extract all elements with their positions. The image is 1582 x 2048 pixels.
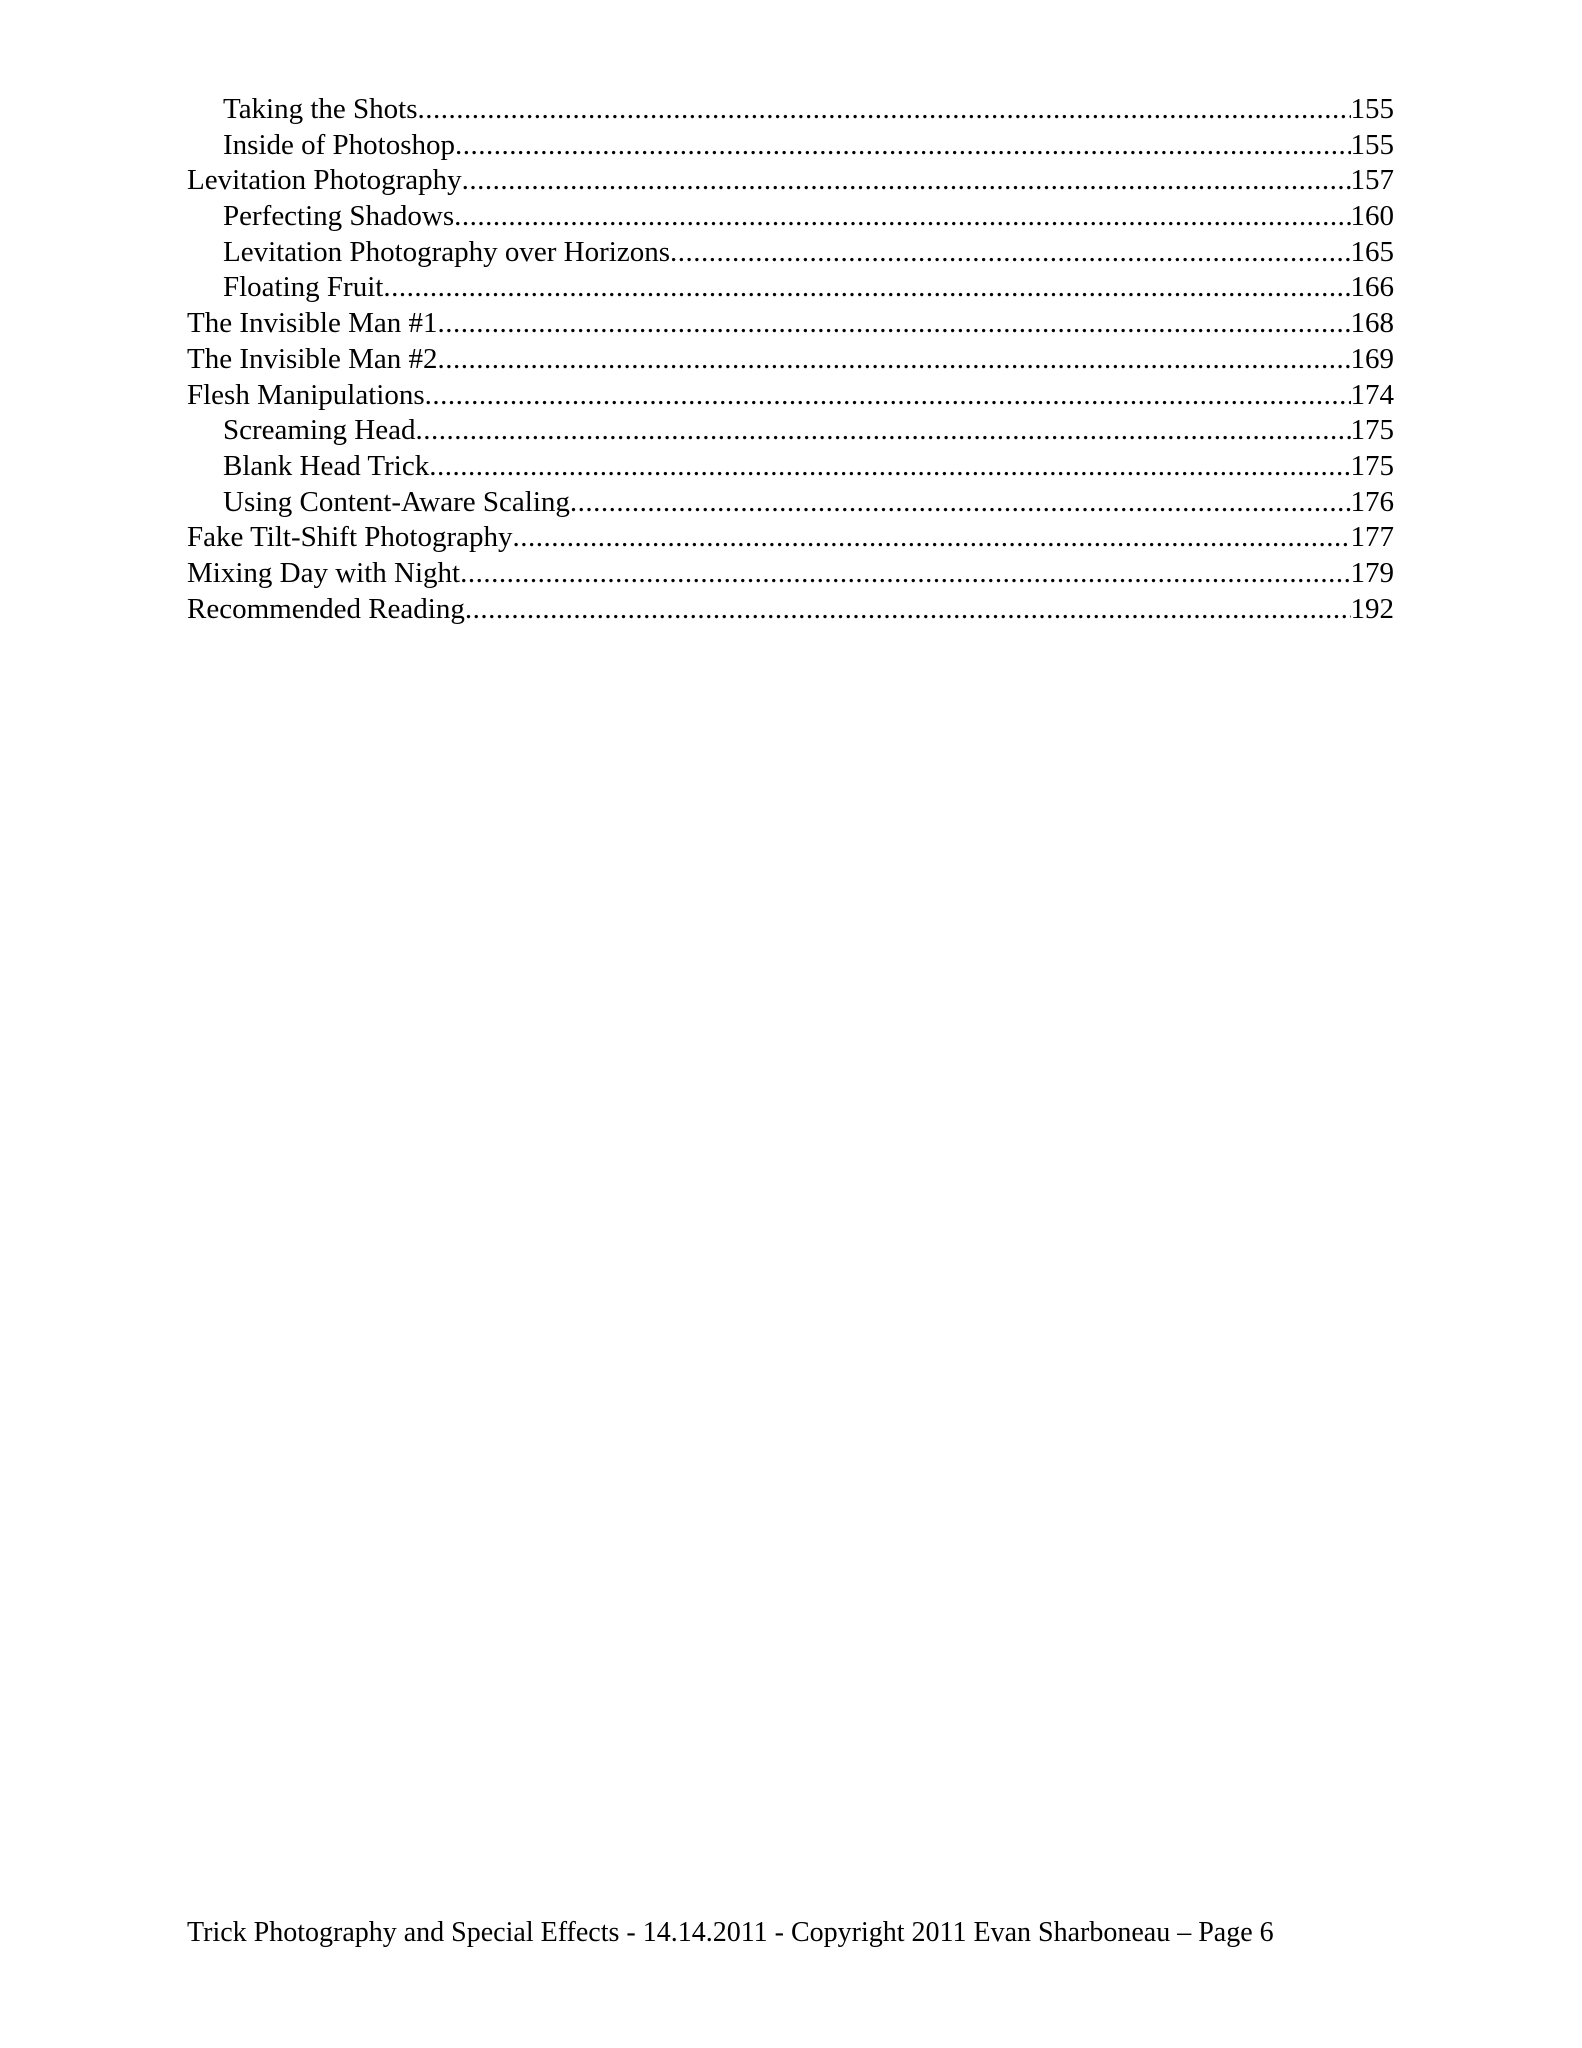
toc-entry-title: Floating Fruit [223, 271, 384, 304]
toc-entry[interactable] [187, 163, 1394, 199]
toc-entry[interactable] [187, 520, 1394, 556]
toc-entry-page: 165 [1350, 235, 1394, 268]
dot-leader [462, 163, 1351, 199]
toc-entry-page: 176 [1350, 485, 1394, 518]
toc-entry-title: Fake Tilt-Shift Photography [187, 521, 513, 554]
dot-leader [425, 378, 1351, 414]
toc-entry[interactable] [187, 199, 1394, 235]
toc-entry-page: 160 [1350, 200, 1394, 233]
toc-entry-page: 175 [1350, 449, 1394, 482]
dot-leader [415, 413, 1350, 449]
toc-entry-page: 155 [1350, 128, 1394, 161]
dot-leader [513, 520, 1351, 556]
toc-entry-title: Blank Head Trick [223, 449, 430, 482]
toc-entry[interactable] [187, 449, 1394, 485]
dot-leader [418, 92, 1351, 128]
toc-entry-title: Flesh Manipulations [187, 378, 425, 411]
toc-entry-title: Recommended Reading [187, 592, 465, 625]
toc-entry-page: 155 [1350, 93, 1394, 125]
dot-leader [465, 592, 1351, 628]
toc-entry-title: Levitation Photography over Horizons [223, 235, 670, 268]
dot-leader [570, 485, 1351, 521]
toc-entry-page: 166 [1350, 271, 1394, 304]
toc-entry[interactable] [187, 592, 1394, 628]
toc-entry-page: 168 [1350, 307, 1394, 340]
toc-entry[interactable] [187, 235, 1394, 271]
toc-entry-title: Levitation Photography [187, 164, 462, 197]
toc-entry-page: 179 [1350, 556, 1394, 589]
toc-entry-page: 192 [1350, 592, 1394, 625]
dot-leader [429, 449, 1350, 485]
toc-entry[interactable] [187, 128, 1394, 164]
toc-entry-title: Inside of Photoshop [223, 128, 455, 161]
toc-entry[interactable] [187, 342, 1394, 378]
dot-leader [437, 342, 1350, 378]
dot-leader [460, 556, 1350, 592]
toc-entry-page: 169 [1350, 342, 1394, 375]
toc-entry-title: Taking the Shots [223, 93, 418, 125]
toc-entry-title: The Invisible Man #2 [187, 342, 438, 375]
dot-leader [383, 270, 1350, 306]
toc-entry-title: The Invisible Man #1 [187, 307, 438, 340]
toc-entry[interactable] [187, 413, 1394, 449]
toc-entry-page: 174 [1350, 378, 1394, 411]
toc-entry[interactable] [187, 270, 1394, 306]
toc-entry-page: 157 [1350, 164, 1394, 197]
page-footer: Trick Photography and Special Effects - 14.14.2011 - Copyright 2011 Evan Sharboneau – Page 6 [187, 1917, 1274, 1948]
toc-entry[interactable] [187, 485, 1394, 521]
toc-entry-title: Mixing Day with Night [187, 556, 461, 589]
dot-leader [437, 306, 1350, 342]
toc-entry-page: 177 [1350, 521, 1394, 554]
toc-entry[interactable] [187, 306, 1394, 342]
toc-entry[interactable] [187, 378, 1394, 414]
toc-entry-page: 175 [1350, 414, 1394, 447]
table-of-contents [187, 92, 1394, 627]
toc-entry[interactable] [187, 92, 1394, 128]
dot-leader [670, 235, 1351, 271]
toc-entry[interactable] [187, 556, 1394, 592]
toc-entry-title: Using Content-Aware Scaling [223, 485, 570, 518]
dot-leader [455, 128, 1351, 164]
toc-entry-title: Perfecting Shadows [223, 200, 455, 233]
dot-leader [454, 199, 1350, 235]
toc-entry-title: Screaming Head [223, 414, 416, 447]
